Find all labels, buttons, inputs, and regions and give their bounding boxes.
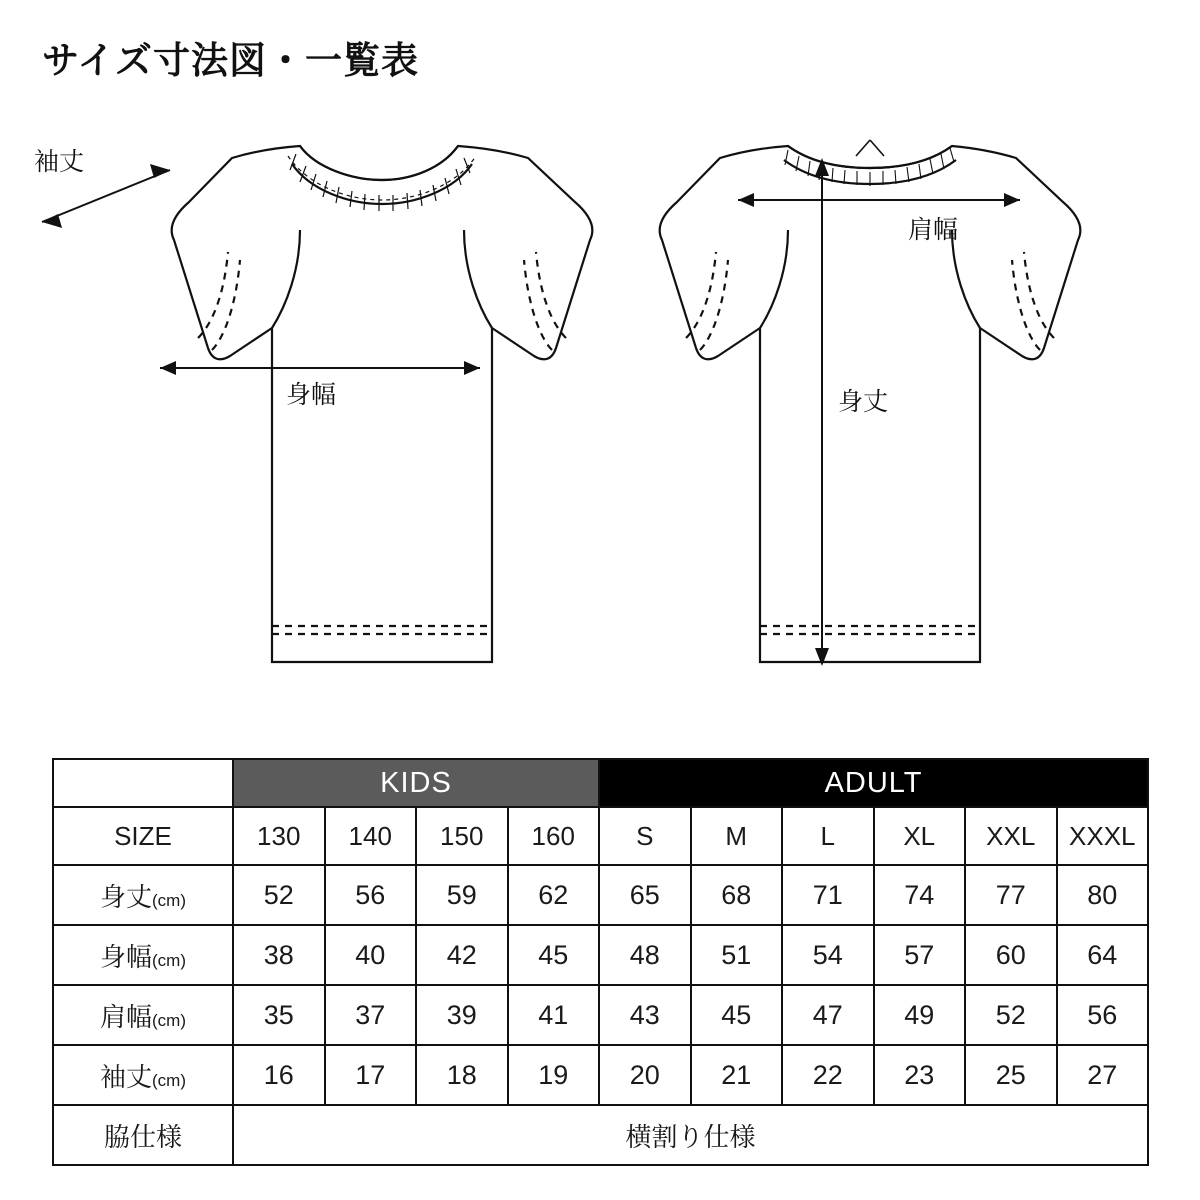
value-cell: 54	[782, 925, 874, 985]
value-cell: 74	[874, 865, 966, 925]
value-cell: 45	[508, 925, 600, 985]
value-cell: 49	[874, 985, 966, 1045]
shoulder-width-measure	[738, 193, 1020, 207]
size-diagram	[0, 110, 1200, 720]
value-cell: 19	[508, 1045, 600, 1105]
size-cell: 160	[508, 807, 600, 865]
table-row	[53, 985, 1148, 1045]
row-label-text: 身丈	[100, 881, 153, 912]
value-cell: 59	[416, 865, 508, 925]
value-cell: 43	[599, 985, 691, 1045]
size-cell: 140	[325, 807, 417, 865]
value-cell: 68	[691, 865, 783, 925]
value-cell: 27	[1057, 1045, 1149, 1105]
value-cell: 62	[508, 865, 600, 925]
page-title: サイズ寸法図・一覧表	[42, 40, 420, 81]
value-cell: 80	[1057, 865, 1149, 925]
value-cell: 20	[599, 1045, 691, 1105]
value-cell: 51	[691, 925, 783, 985]
size-cell: S	[599, 807, 691, 865]
value-cell: 60	[965, 925, 1057, 985]
size-cell: M	[691, 807, 783, 865]
value-cell: 18	[416, 1045, 508, 1105]
size-table-wrap	[52, 758, 1149, 1166]
table-spec-row	[53, 1105, 1148, 1165]
size-cell: L	[782, 807, 874, 865]
value-cell: 39	[416, 985, 508, 1045]
row-label-size: SIZE	[53, 807, 233, 865]
shoulder-width-label: 肩幅	[908, 216, 959, 244]
row-label-shoulder-width	[53, 985, 233, 1045]
value-cell: 48	[599, 925, 691, 985]
body-width-measure	[160, 361, 480, 375]
row-label-body-length	[53, 865, 233, 925]
side-spec-value: 横割り仕様	[233, 1105, 1148, 1165]
value-cell: 40	[325, 925, 417, 985]
table-corner-cell	[53, 759, 233, 807]
body-length-label: 身丈	[838, 388, 889, 416]
value-cell: 37	[325, 985, 417, 1045]
group-header-adult: ADULT	[599, 759, 1148, 807]
table-size-row	[53, 807, 1148, 865]
value-cell: 64	[1057, 925, 1149, 985]
row-label-text: 袖丈	[100, 1061, 153, 1092]
body-length-measure	[815, 158, 829, 666]
size-cell: XL	[874, 807, 966, 865]
row-label-unit: (cm)	[152, 950, 186, 970]
value-cell: 45	[691, 985, 783, 1045]
value-cell: 41	[508, 985, 600, 1045]
value-cell: 25	[965, 1045, 1057, 1105]
size-cell: 150	[416, 807, 508, 865]
group-header-kids: KIDS	[233, 759, 599, 807]
front-tshirt-view	[172, 146, 593, 662]
value-cell: 57	[874, 925, 966, 985]
value-cell: 42	[416, 925, 508, 985]
value-cell: 56	[325, 865, 417, 925]
value-cell: 65	[599, 865, 691, 925]
row-label-sleeve-length	[53, 1045, 233, 1105]
table-row	[53, 1045, 1148, 1105]
value-cell: 47	[782, 985, 874, 1045]
value-cell: 52	[233, 865, 325, 925]
value-cell: 22	[782, 1045, 874, 1105]
table-row	[53, 925, 1148, 985]
table-group-header-row	[53, 759, 1148, 807]
value-cell: 38	[233, 925, 325, 985]
row-label-side-spec: 脇仕様	[53, 1105, 233, 1165]
value-cell: 17	[325, 1045, 417, 1105]
value-cell: 56	[1057, 985, 1149, 1045]
table-row	[53, 865, 1148, 925]
size-cell: 130	[233, 807, 325, 865]
size-table	[52, 758, 1149, 1166]
size-cell: XXXL	[1057, 807, 1149, 865]
row-label-text: 身幅	[100, 941, 153, 972]
row-label-unit: (cm)	[152, 1010, 186, 1030]
value-cell: 35	[233, 985, 325, 1045]
value-cell: 21	[691, 1045, 783, 1105]
value-cell: 23	[874, 1045, 966, 1105]
row-label-body-width	[53, 925, 233, 985]
body-width-label: 身幅	[286, 381, 337, 409]
value-cell: 52	[965, 985, 1057, 1045]
sleeve-length-label: 袖丈	[34, 148, 85, 176]
value-cell: 71	[782, 865, 874, 925]
value-cell: 77	[965, 865, 1057, 925]
row-label-text: 肩幅	[100, 1001, 153, 1032]
row-label-unit: (cm)	[152, 1070, 186, 1090]
row-label-unit: (cm)	[152, 890, 186, 910]
value-cell: 16	[233, 1045, 325, 1105]
tshirt-diagram-svg	[0, 110, 1200, 720]
size-cell: XXL	[965, 807, 1057, 865]
